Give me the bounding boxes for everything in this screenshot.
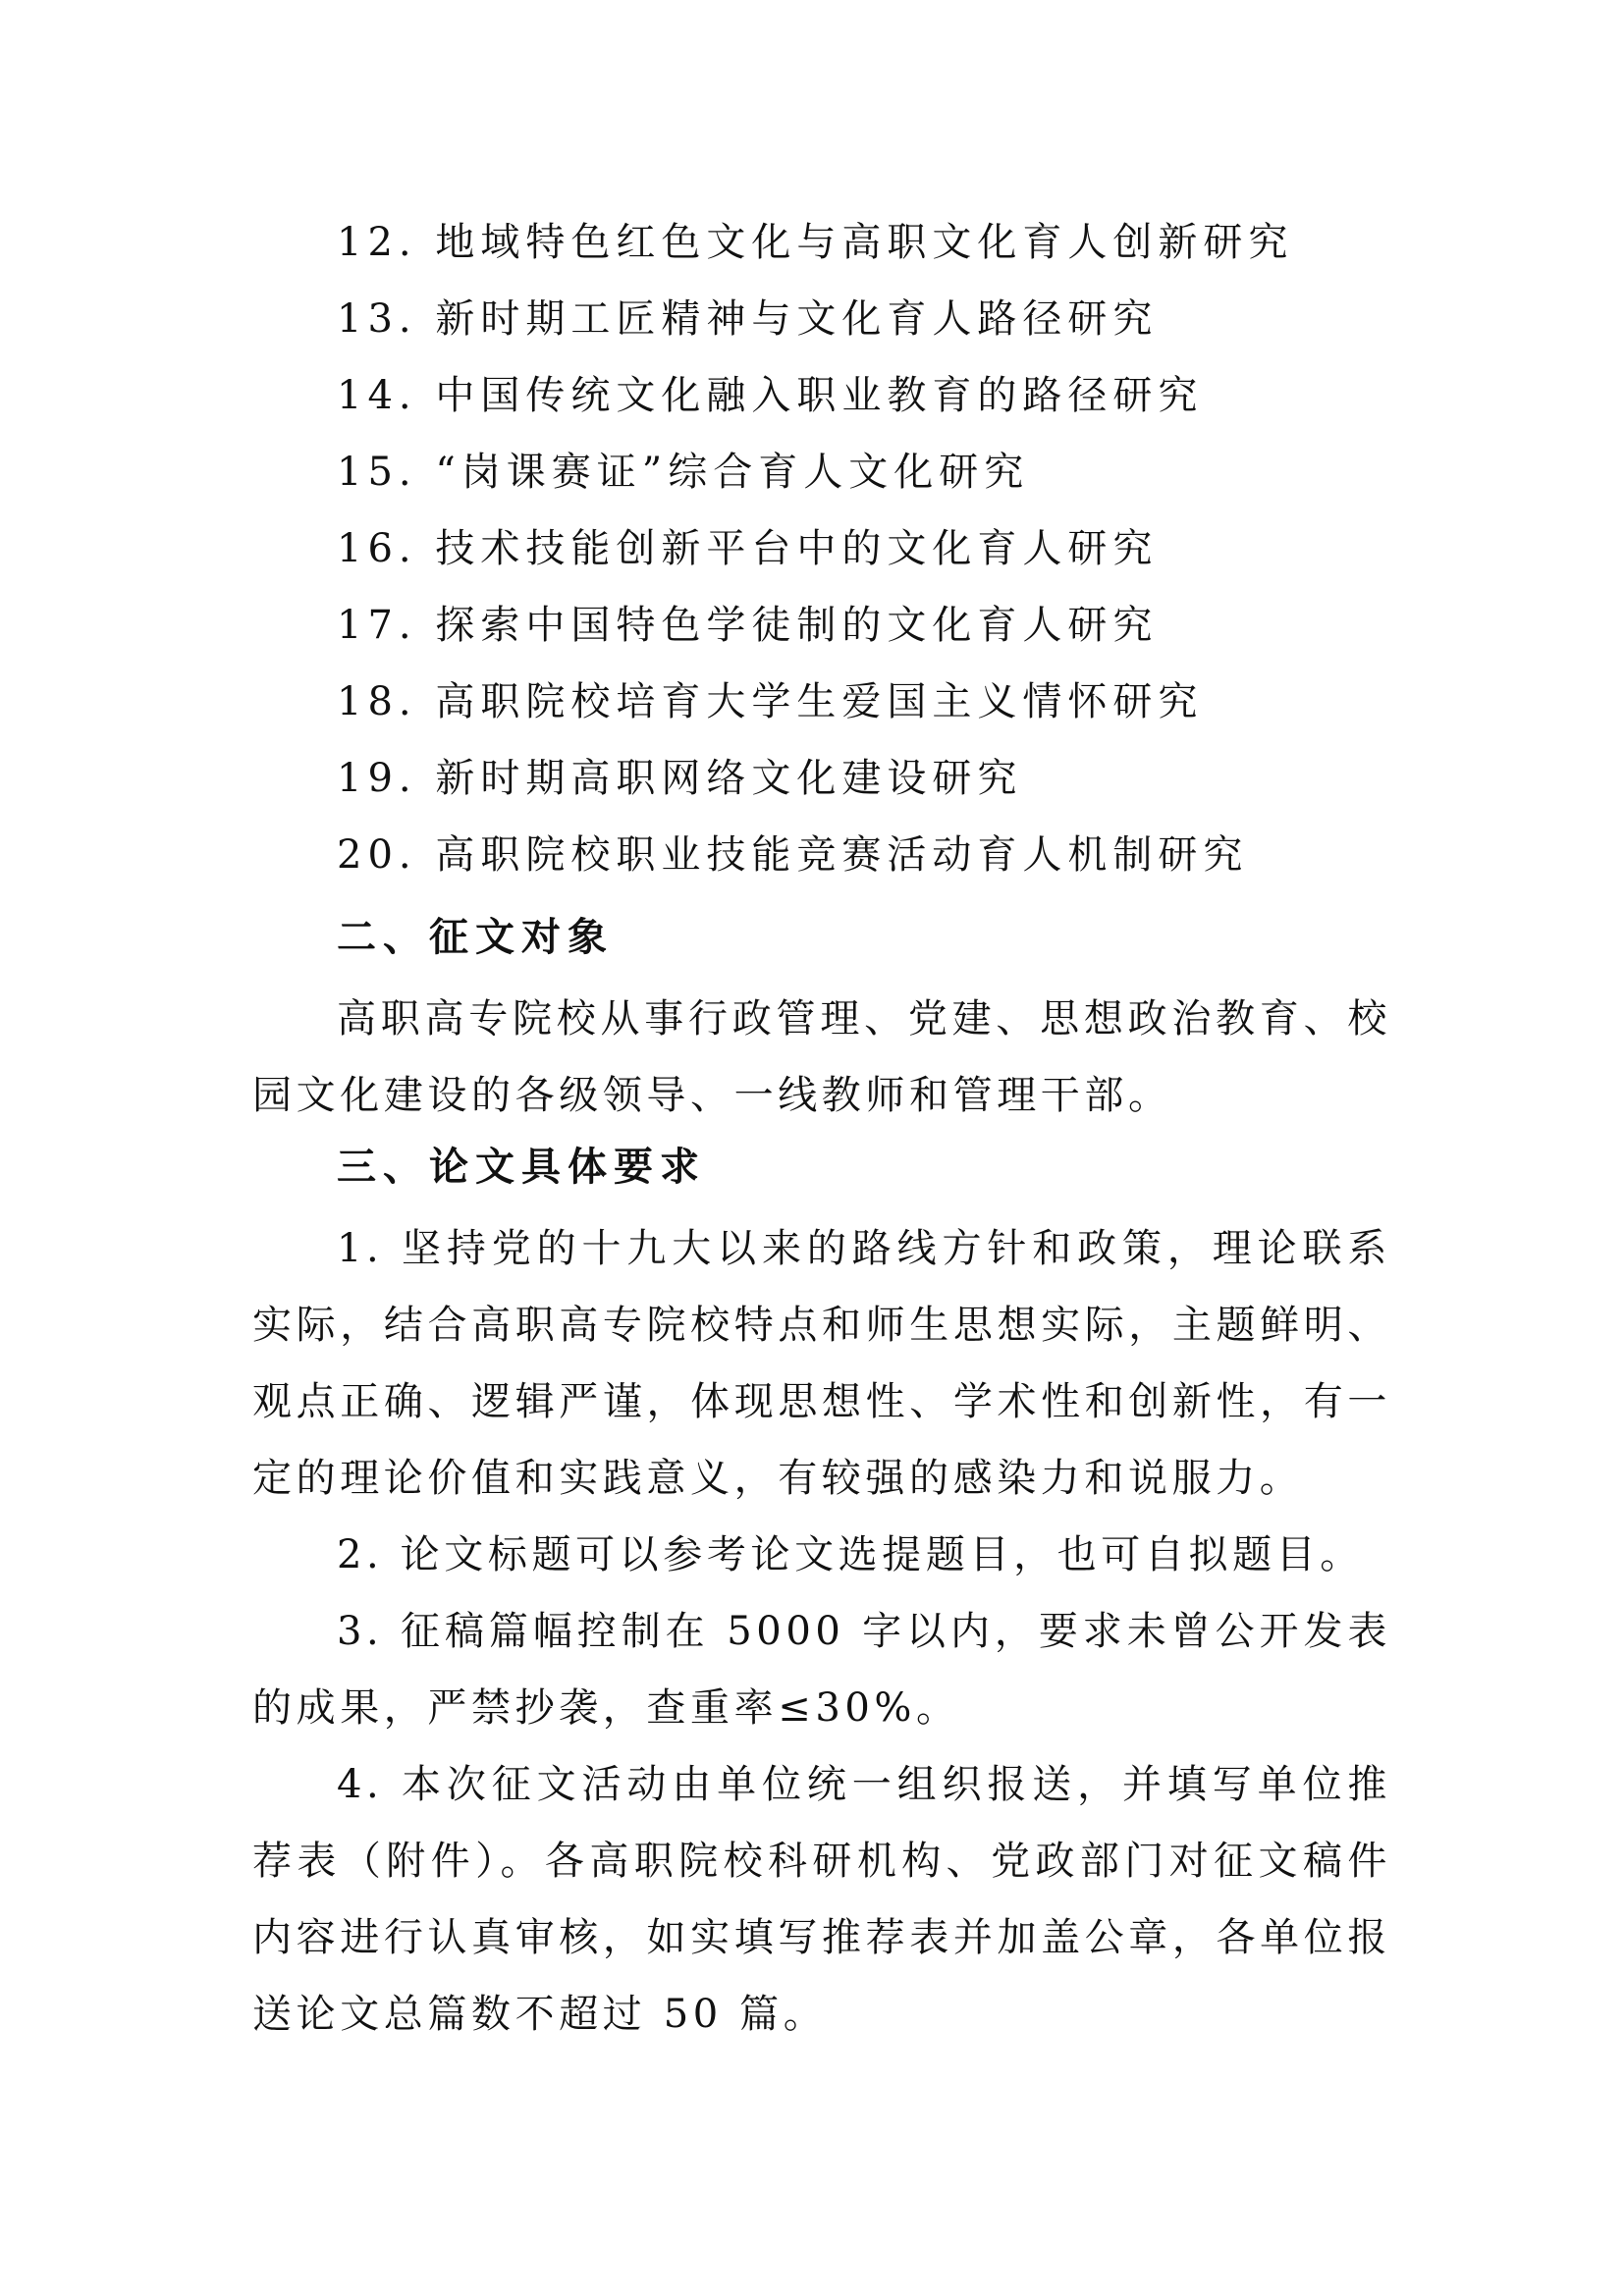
section-heading: 二、征文对象 <box>337 915 614 960</box>
topic-item: 14. 中国传统文化融入职业教育的路径研究 <box>337 373 1204 418</box>
section-paragraph: 高职高专院校从事行政管理、党建、思想政治教育、校园文化建设的各级领导、一线教师和管理干部。 <box>252 996 1391 1118</box>
requirement-item: 4. 本次征文活动由单位统一组织报送，并填写单位推荐表（附件）。各高职院校科研机构、党政部门对征文稿件内容进行认真审核，如实填写推荐表并加盖公章，各单位报送论文总篇数不超过 50 篇。 <box>252 1762 1391 2037</box>
topic-item: 19. 新时期高职网络文化建设研究 <box>337 756 1023 801</box>
section-participants <box>252 906 1391 1134</box>
requirement-item: 1. 坚持党的十九大以来的路线方针和政策，理论联系实际，结合高职高专院校特点和师生思想实际，主题鲜明、观点正确、逻辑严谨，体现思想性、学术性和创新性，有一定的理论价值和实践意义，有较强的感染力和说服力。 <box>252 1226 1391 1501</box>
topic-item: 16. 技术技能创新平台中的文化育人研究 <box>337 526 1159 571</box>
topic-item: 12. 地域特色红色文化与高职文化育人创新研究 <box>337 220 1294 265</box>
topic-item: 17. 探索中国特色学徒制的文化育人研究 <box>337 603 1159 648</box>
topic-item: 18. 高职院校培育大学生爱国主义情怀研究 <box>337 679 1204 724</box>
requirement-item: 3. 征稿篇幅控制在 5000 字以内，要求未曾公开发表的成果，严禁抄袭，查重率≤30%。 <box>252 1609 1391 1731</box>
section-heading: 三、论文具体要求 <box>337 1145 706 1190</box>
topic-item: 13. 新时期工匠精神与文化育人路径研究 <box>337 296 1159 342</box>
topic-item: 15. “岗课赛证”综合育人文化研究 <box>337 450 1030 495</box>
requirement-item: 2. 论文标题可以参考论文选提题目，也可自拟题目。 <box>337 1532 1364 1577</box>
topic-item: 20. 高职院校职业技能竞赛活动育人机制研究 <box>337 832 1249 878</box>
topic-list <box>337 211 1293 900</box>
section-requirements <box>252 1136 1391 2053</box>
